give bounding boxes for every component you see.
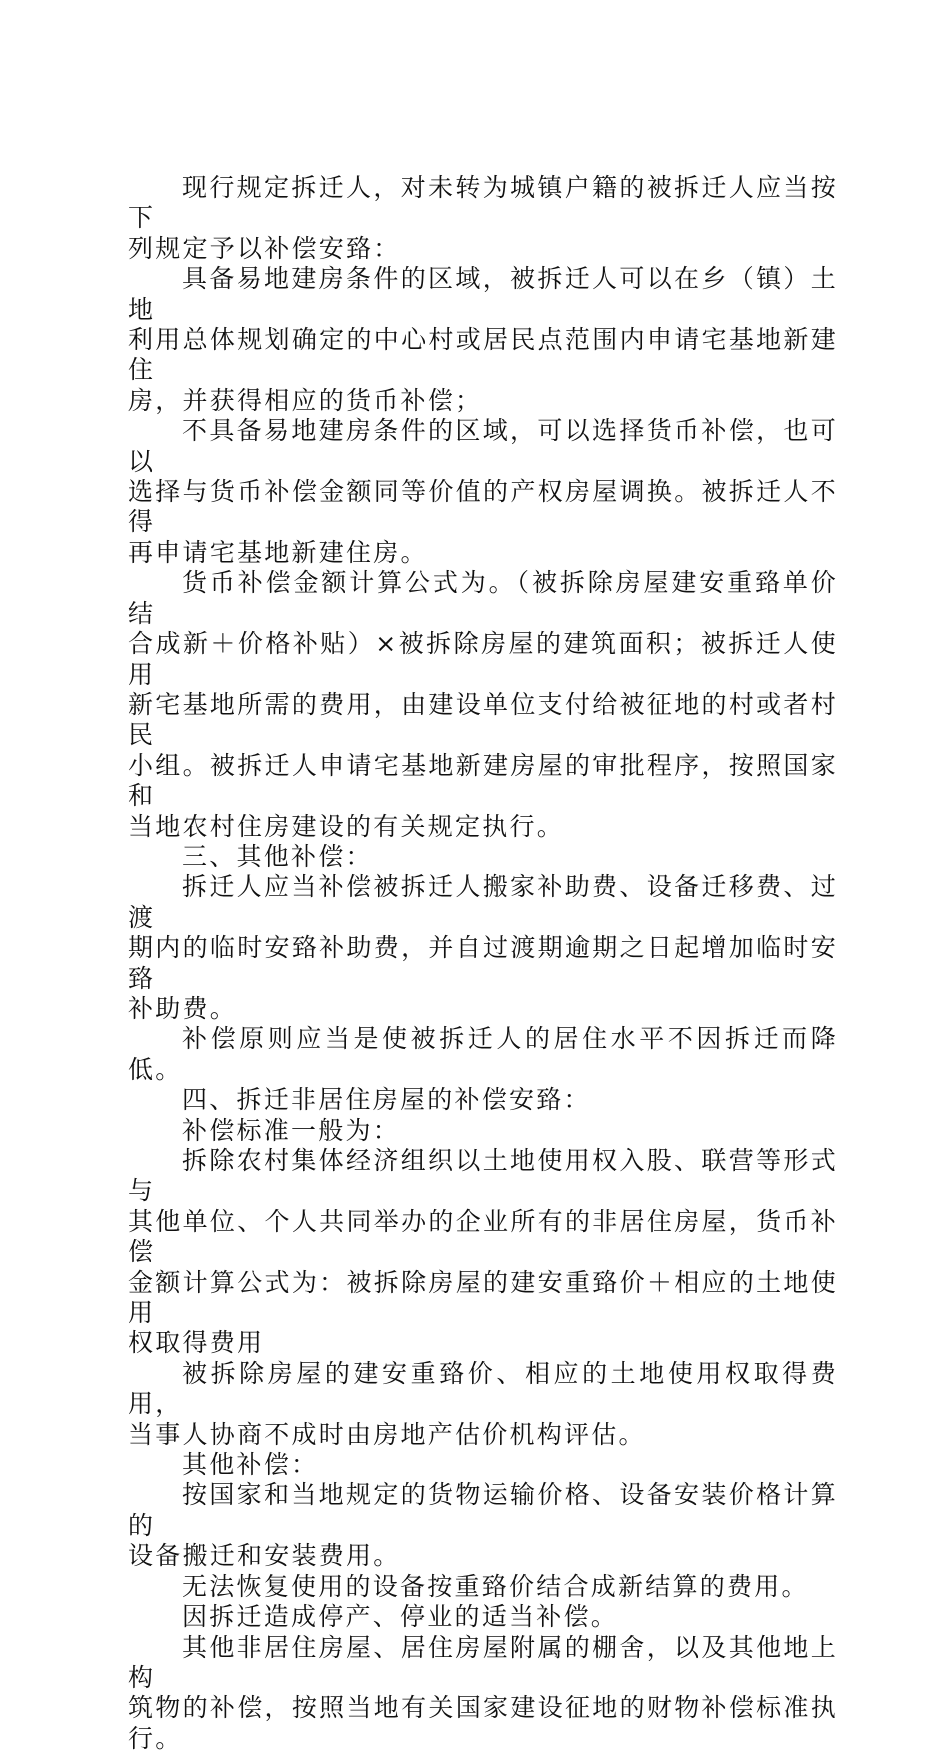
paragraph: 补偿原则应当是使被拆迁人的居住水平不因拆迁而降低。 <box>128 1024 838 1085</box>
paragraph: 现行规定拆迁人，对未转为城镇户籍的被拆迁人应当按下 列规定予以补偿安臵： <box>128 173 838 264</box>
paragraph: 因拆迁造成停产、停业的适当补偿。 <box>128 1602 838 1632</box>
paragraph: 不具备易地建房条件的区域，可以选择货币补偿，也可以 选择与货币补偿金额同等价值的产权房屋调换。被拆迁人不得 再申请宅基地新建住房。 <box>128 416 838 568</box>
document-body <box>128 173 838 1754</box>
paragraph: 按国家和当地规定的货物运输价格、设备安装价格计算的 设备搬迁和安装费用。 <box>128 1480 838 1571</box>
paragraph: 拆除农村集体经济组织以土地使用权入股、联营等形式与 其他单位、个人共同举办的企业所有的非居住房屋，货币补偿 金额计算公式为：被拆除房屋的建安重臵价＋相应的土地使用 权取得费用 <box>128 1146 838 1359</box>
paragraph: 拆迁人应当补偿被拆迁人搬家补助费、设备迁移费、过渡 期内的临时安臵补助费，并自过渡期逾期之日起增加临时安臵 补助费。 <box>128 872 838 1024</box>
subheading: 其他补偿： <box>128 1450 838 1480</box>
subheading: 补偿标准一般为： <box>128 1116 838 1146</box>
section-heading: 四、拆迁非居住房屋的补偿安臵： <box>128 1085 838 1115</box>
paragraph: 被拆除房屋的建安重臵价、相应的土地使用权取得费用， 当事人协商不成时由房地产估价机构评估。 <box>128 1359 838 1450</box>
paragraph: 其他非居住房屋、居住房屋附属的棚舍，以及其他地上构 筑物的补偿，按照当地有关国家建设征地的财物补偿标准执行。 <box>128 1633 838 1754</box>
paragraph: 货币补偿金额计算公式为。（被拆除房屋建安重臵单价结 合成新＋价格补贴）×被拆除房屋的建筑面积；被拆迁人使用 新宅基地所需的费用，由建设单位支付给被征地的村或者村民 小组。被拆迁人申请宅基地新建房屋的审批程序，按照国家和 当地农村住房建设的有关规定执行。 <box>128 568 838 842</box>
paragraph: 无法恢复使用的设备按重臵价结合成新结算的费用。 <box>128 1572 838 1602</box>
section-heading: 三、其他补偿： <box>128 842 838 872</box>
paragraph: 具备易地建房条件的区域，被拆迁人可以在乡（镇）土地 利用总体规划确定的中心村或居民点范围内申请宅基地新建住 房，并获得相应的货币补偿； <box>128 264 838 416</box>
